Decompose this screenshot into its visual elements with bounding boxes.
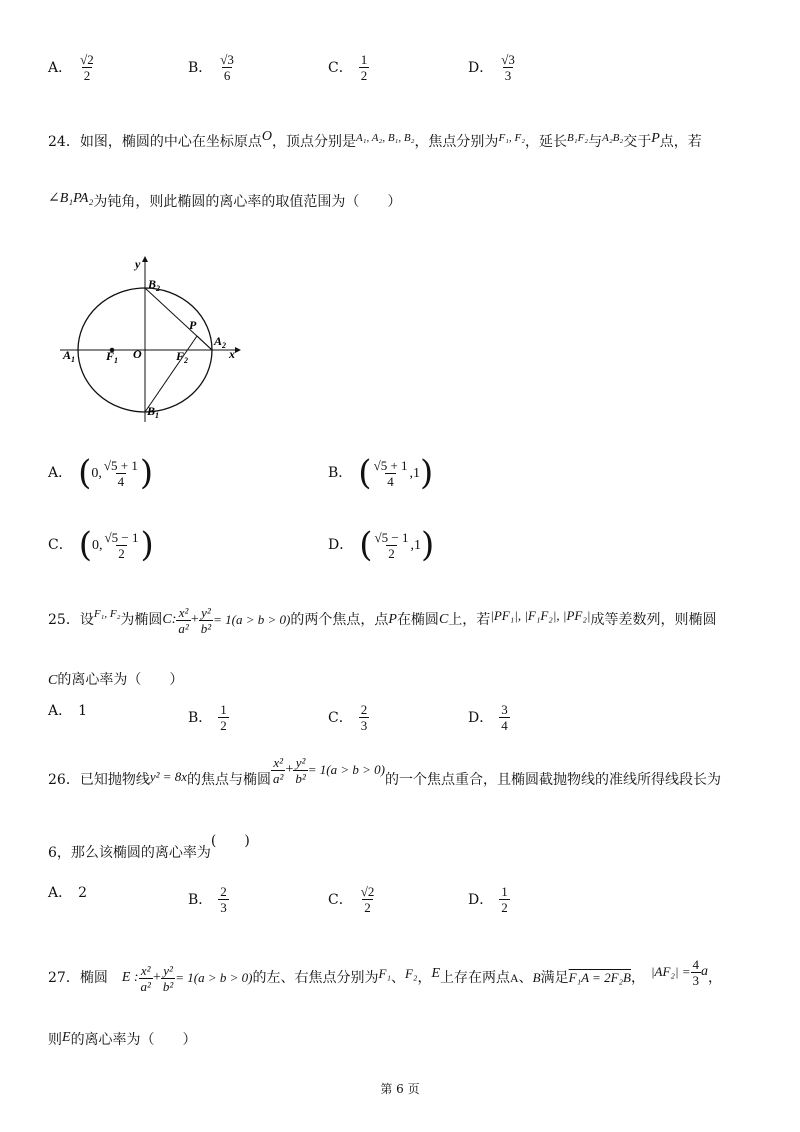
q26-option-c[interactable]: C． $\frac{√2}{2}$ <box>328 884 375 915</box>
label-b2: $B_2$ <box>148 277 161 293</box>
fraction: $\frac{√5 + 1}{4}$ <box>103 457 138 489</box>
label-x: x <box>229 347 235 361</box>
segment-p-a2 <box>197 336 212 350</box>
fraction: $\frac{\text{y²}}{\text{b²}}$ <box>162 962 174 994</box>
q23-option-d[interactable]: D． $\frac{√3}{3}$ <box>468 52 515 83</box>
fraction: $\frac{\text{y²}}{\text{b²}}$ <box>295 754 306 786</box>
fraction: $\frac{2}{3}$ <box>220 884 227 915</box>
fraction: $\frac{√2}{2}$ <box>360 884 375 915</box>
fraction: $\frac{4}{3}$ <box>692 956 700 988</box>
fraction: $\frac{\text{x²}}{\text{a²}}$ <box>273 754 284 786</box>
q24-option-b[interactable]: B． ( $\frac{√5 + 1}{4}$ ,1) <box>328 453 434 493</box>
label-p: P <box>189 318 197 332</box>
q26-option-a[interactable]: A． 2 <box>48 885 88 901</box>
q24-option-c[interactable]: C． (0, $\frac{√5 - 1}{2}$ ) <box>48 525 154 565</box>
y-axis-arrow <box>142 256 148 262</box>
ellipse-figure <box>55 252 255 432</box>
question-number: 25． <box>48 612 80 628</box>
fraction: $\frac{\text{y²}}{\text{b²}}$ <box>200 604 212 636</box>
segment-b1-p <box>145 336 197 412</box>
q26-stem-line1: 26． 已知抛物线 y² = 8x 的焦点与椭圆 $\frac{\text{x²}}{\text{a²}}$ + $\frac{\text{y²}}{\text{b²}}$ = 1(a > b > 0) 的一个焦点重合，且椭圆截抛物线的准线所得线段长为 <box>48 754 721 788</box>
q25-stem-line1: 25． 设 F₁, F₂ 为椭圆 C: $\frac{\text{x²}}{\text{a²}}$ + $\frac{\text{y²}}{\text{b²}}$ = 1(a > b > 0) 的两个焦点，点 P 在椭圆 C 上，若 |PF₁|, |F₁F₂|, |PF₂| 成等差数列，则椭圆 <box>48 604 717 636</box>
q23-option-c[interactable]: C． $\frac{1}{2}$ <box>328 52 368 83</box>
question-number: 26． <box>48 772 80 788</box>
q23-option-b[interactable]: B． $\frac{√3}{6}$ <box>188 52 234 83</box>
q25-option-a[interactable]: A． 1 <box>48 703 88 719</box>
fraction: $\frac{√3}{6}$ <box>220 52 234 83</box>
x-axis-arrow <box>235 347 241 353</box>
label-a1: $A_1$ <box>63 348 76 364</box>
label-a2: $A_2$ <box>214 334 227 350</box>
fraction: $\frac{√5 - 1}{2}$ <box>374 529 409 561</box>
q25-option-c[interactable]: C． $\frac{2}{3}$ <box>328 702 368 733</box>
q27-stem-line2: 则E的离心率为（ ） <box>48 1030 197 1048</box>
fraction: $\frac{√2}{2}$ <box>80 52 94 83</box>
question-number: 24． <box>48 134 80 150</box>
q25-option-b[interactable]: B． $\frac{1}{2}$ <box>188 702 227 733</box>
q24-stem-line2: ∠B₁PA₂为钝角，则此椭圆的离心率的取值范围为（ ） <box>48 191 402 210</box>
q24-stem-line1: 24．如图，椭圆的中心在坐标原点O，顶点分别是$^{A_1, A_2, B_1, B_2}$，焦点分别为$^{F_1, F_2}$，延长$^{B_1F_2}$与$^{A_2B_2}$交于P点，若 <box>48 129 702 150</box>
fraction: $\frac{1}{2}$ <box>501 884 508 915</box>
page-number: 第 6 页 <box>380 1082 420 1096</box>
fraction: $\frac{1}{2}$ <box>360 52 368 83</box>
fraction: $\frac{3}{4}$ <box>501 702 508 733</box>
question-number: 27． <box>48 970 80 986</box>
q24-option-d[interactable]: D． ( $\frac{√5 - 1}{2}$ ,1) <box>328 525 435 565</box>
q26-stem-line2: 6，那么该椭圆的离心率为( ) <box>48 833 250 861</box>
label-b1: $B_1$ <box>147 404 160 420</box>
q26-option-b[interactable]: B． $\frac{2}{3}$ <box>188 884 227 915</box>
q23-option-a[interactable]: A． $\frac{√2}{2}$ <box>48 52 94 83</box>
fraction: $\frac{\text{x²}}{\text{a²}}$ <box>140 962 151 994</box>
fraction: $\frac{√5 + 1}{4}$ <box>373 457 408 489</box>
fraction: $\frac{√5 - 1}{2}$ <box>104 529 139 561</box>
label-y: y <box>135 257 141 271</box>
label-f2: $F_2$ <box>176 349 189 365</box>
fraction: $\frac{\text{x²}}{\text{a²}}$ <box>178 604 189 636</box>
q25-option-d[interactable]: D． $\frac{3}{4}$ <box>468 702 508 733</box>
label-f1: $F_1$ <box>106 349 119 365</box>
fraction: $\frac{√3}{3}$ <box>501 52 515 83</box>
label-o: O <box>133 347 142 361</box>
fraction: $\frac{1}{2}$ <box>220 702 227 733</box>
q26-option-d[interactable]: D． $\frac{1}{2}$ <box>468 884 508 915</box>
q27-stem-line1: 27． 椭圆 E : $\frac{\text{x²}}{\text{a²}}$ + $\frac{\text{y²}}{\text{b²}}$ = 1(a > b > 0) 的左、右焦点分别为 F₁ 、 F₂ ， E 上存在两点 A 、 B 满足 F₁A = 2F₂B ， |AF₂| = $\frac{4}{3}$ a ， <box>48 956 723 994</box>
q25-stem-line2: C的离心率为（ ） <box>48 672 184 688</box>
q24-option-a[interactable]: A． (0, $\frac{√5 + 1}{4}$ ) <box>48 453 154 493</box>
fraction: $\frac{2}{3}$ <box>360 702 368 733</box>
